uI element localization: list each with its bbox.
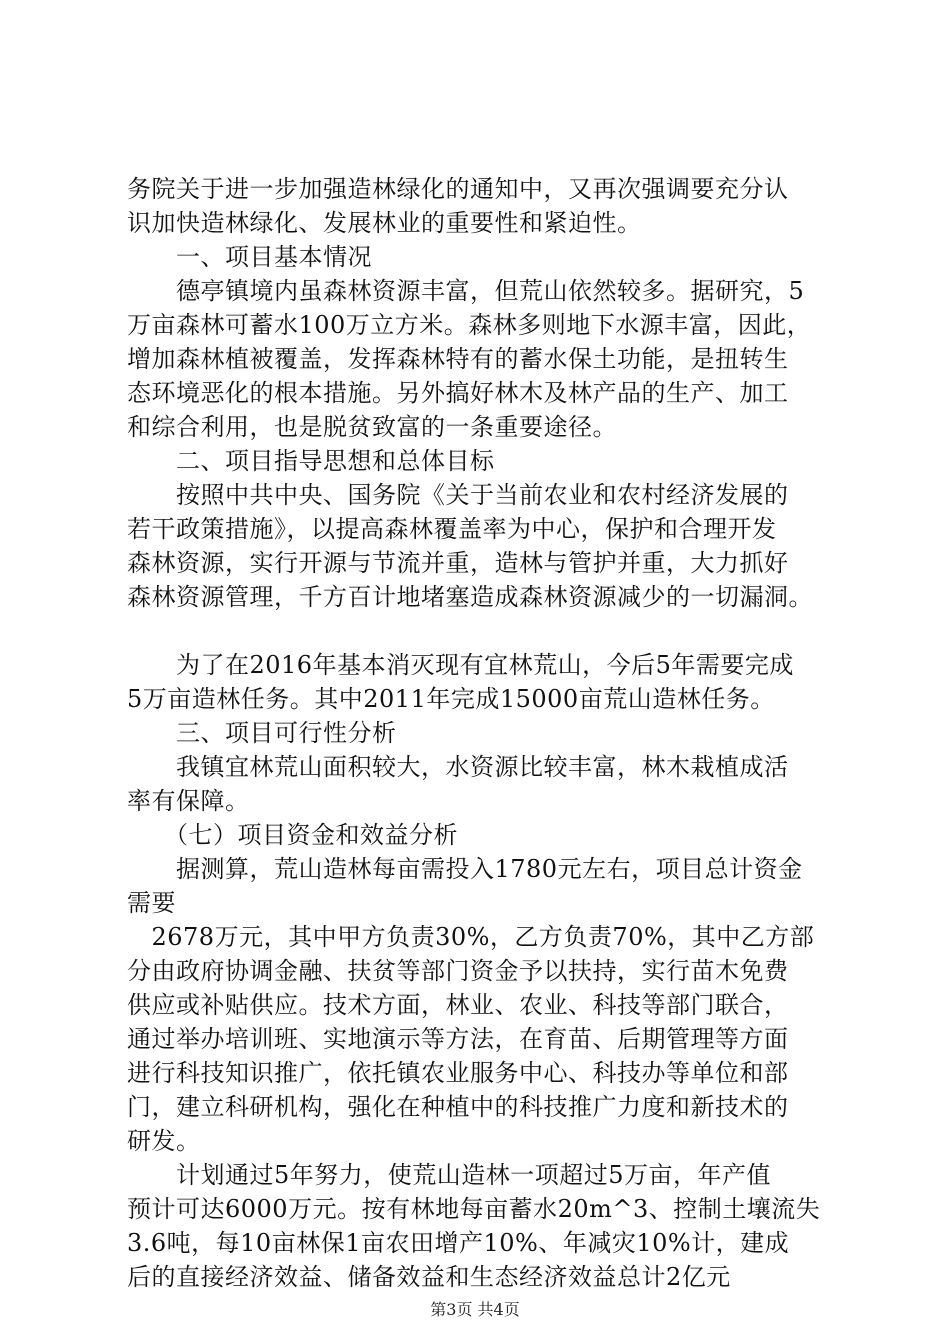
text-line: 5万亩造林任务。其中2011年完成15000亩荒山造林任务。 (127, 685, 775, 713)
section-heading: （七）项目资金和效益分析 (127, 821, 458, 849)
text-line: 若干政策措施》，以提高森林覆盖率为中心，保护和合理开发 (127, 515, 777, 543)
text-line: 计划通过5年努力，使荒山造林一项超过5万亩，年产值 (127, 1161, 772, 1189)
text-line: 通过举办培训班、实地演示等方法，在育苗、后期管理等方面 (127, 1025, 789, 1053)
section-heading: 一、项目基本情况 (127, 243, 372, 271)
section-heading: 三、项目可行性分析 (127, 719, 397, 747)
text-line: 进行科技知识推广，依托镇农业服务中心、科技办等单位和部 (127, 1059, 789, 1087)
text-line: 态环境恶化的根本措施。另外搞好林木及林产品的生产、加工 (127, 379, 789, 407)
text-line: 需要 (127, 889, 176, 917)
text-line: 万亩森林可蓄水100万立方米。森林多则地下水源丰富，因此， (127, 311, 812, 339)
text-line: 德亭镇境内虽森林资源丰富，但荒山依然较多。据研究，5 (127, 277, 805, 305)
page-number-footer: 第3页 共4页 (430, 1300, 520, 1319)
text-line: 增加森林植被覆盖，发挥森林特有的蓄水保土功能，是扭转生 (127, 345, 789, 373)
text-line: 2678万元，其中甲方负责30%，乙方负责70%，其中乙方部 (127, 923, 815, 951)
text-line: 供应或补贴供应。技术方面，林业、农业、科技等部门联合， (127, 991, 789, 1019)
text-line: 研发。 (127, 1127, 201, 1155)
text-line: 森林资源，实行开源与节流并重，造林与管护并重，大力抓好 (127, 549, 789, 577)
text-line: 分由政府协调金融、扶贫等部门资金予以扶持，实行苗木免费 (127, 957, 789, 985)
text-line: 务院关于进一步加强造林绿化的通知中，又再次强调要充分认 (127, 175, 789, 203)
text-line: 预计可达6000万元。按有林地每亩蓄水20m^3、控制土壤流失 (127, 1195, 821, 1223)
section-heading: 二、项目指导思想和总体目标 (127, 447, 495, 475)
text-line: 按照中共中央、国务院《关于当前农业和农村经济发展的 (127, 481, 789, 509)
text-line: 率有保障。 (127, 787, 250, 815)
blank-line (127, 614, 845, 648)
text-line: 我镇宜林荒山面积较大，水资源比较丰富，林木栽植成活 (127, 753, 789, 781)
text-line: 门，建立科研机构，强化在种植中的科技推广力度和新技术的 (127, 1093, 789, 1121)
text-line: 和综合利用，也是脱贫致富的一条重要途径。 (127, 413, 617, 441)
text-line: 为了在2016年基本消灭现有宜林荒山，今后5年需要完成 (127, 651, 794, 679)
text-line: 森林资源管理，千方百计地堵塞造成森林资源减少的一切漏洞。 (127, 583, 813, 611)
text-line: 3.6吨，每10亩林保1亩农田增产10%、年减灾10%计，建成 (127, 1229, 790, 1257)
text-line: 后的直接经济效益、储备效益和生态经济效益总计2亿元 (127, 1263, 731, 1291)
document-body (127, 172, 845, 1294)
text-line: 据测算，荒山造林每亩需投入1780元左右，项目总计资金 (127, 855, 803, 883)
text-line: 识加快造林绿化、发展林业的重要性和紧迫性。 (127, 209, 642, 237)
